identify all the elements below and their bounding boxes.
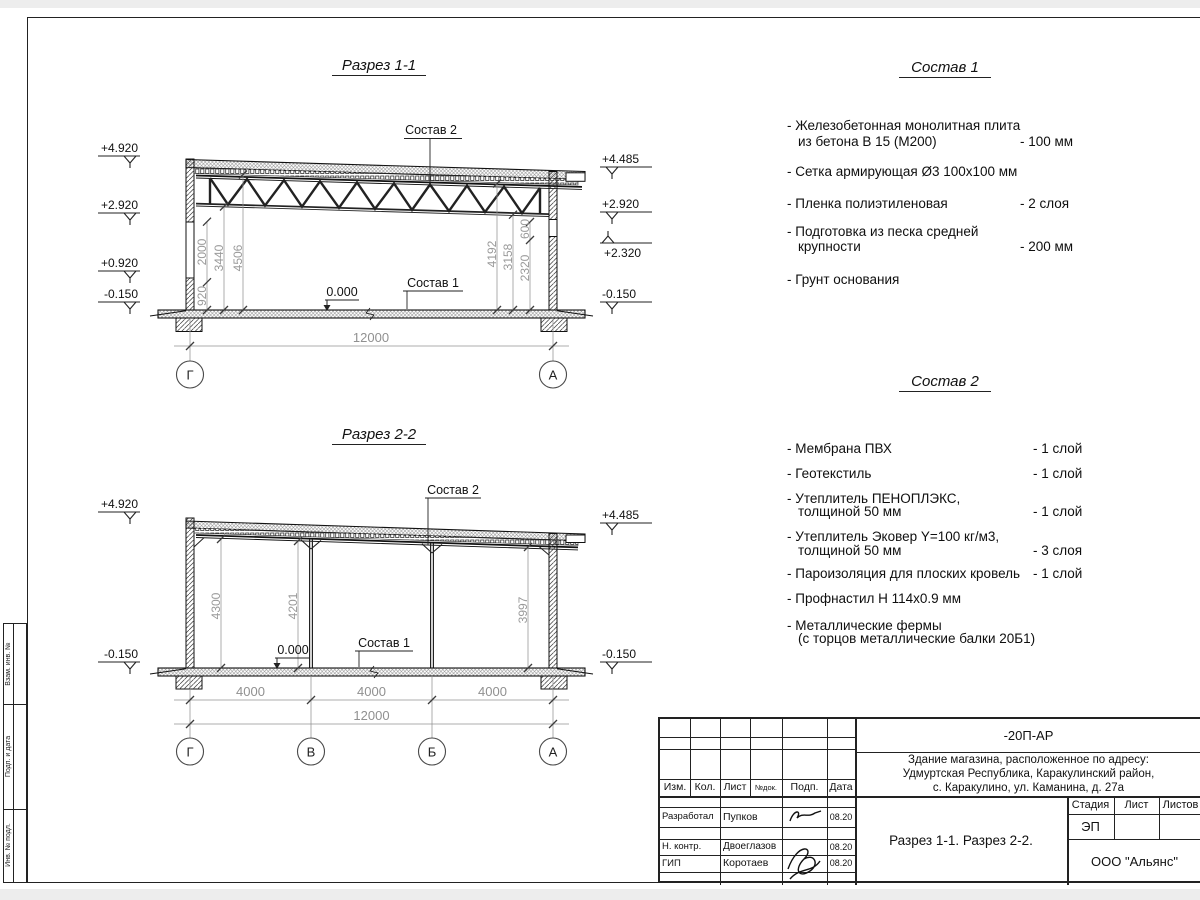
section-1-1	[98, 123, 652, 388]
stage-label: Стадия	[1071, 799, 1110, 811]
wall-left	[186, 159, 194, 310]
dim-3997: 3997	[516, 596, 530, 624]
dim-span-12000: 12000	[353, 708, 390, 723]
list-item: - Профнастил Н 114х0.9 мм	[787, 591, 961, 606]
axis-letter-v: В	[306, 744, 316, 760]
name-developer: Пупков	[723, 811, 758, 823]
span-dimensions	[174, 676, 569, 765]
date-gip: 08.20	[829, 858, 853, 868]
dim-3158: 3158	[501, 243, 515, 271]
elev-left-2920: +2.920	[100, 198, 138, 212]
label-sostav1: Состав 1	[407, 276, 459, 290]
margin-label-2: Подп. и дата	[5, 735, 12, 778]
axis-letter-b: Б	[427, 744, 437, 760]
list-item: - Сетка армирующая Ø3 100х100 мм	[787, 164, 1018, 179]
page-edge-top	[0, 0, 1200, 8]
wall-right	[549, 534, 557, 669]
col-header-izm: Изм.	[663, 781, 687, 793]
label-zero: 0.000	[277, 643, 309, 657]
footing-right	[541, 676, 567, 689]
composition1-title: Состав 1	[899, 59, 991, 78]
role-gip: ГИП	[662, 858, 681, 869]
object-address-line1: Здание магазина, расположенное по адресу:	[908, 754, 1149, 766]
col-header-data: Дата	[829, 781, 853, 793]
dim-920: 920	[195, 285, 209, 307]
col-header-podp: Подп.	[790, 781, 819, 793]
footing-right	[541, 318, 567, 332]
list-item: крупности - 200 мм	[798, 239, 1074, 254]
axis-letter-a: А	[548, 744, 558, 760]
dim-4506: 4506	[231, 244, 245, 272]
elev-right-m0150: -0.150	[602, 287, 637, 301]
roof-end-plate	[566, 535, 585, 543]
leader-labels-2	[274, 483, 482, 669]
axis-letter-g: Г	[186, 744, 194, 760]
stage-value: ЭП	[1081, 819, 1100, 834]
elev-right-4485: +4.485	[602, 152, 640, 166]
label-sostav2: Состав 2	[427, 483, 479, 497]
elev-left-4920: +4.920	[100, 497, 138, 511]
object-address-line3: с. Каракулино, ул. Каманина, д. 27а	[932, 782, 1125, 794]
col-header-kol: Кол.	[694, 781, 716, 793]
list-item: толщиной 50 мм - 3 слоя	[798, 543, 1083, 558]
wall-left	[186, 518, 194, 668]
footing-left	[176, 676, 202, 689]
sheet-label: Лист	[1124, 799, 1149, 811]
margin-label-1: Взам. инв. №	[5, 642, 12, 686]
elev-right-m0150: -0.150	[602, 647, 637, 661]
elev-right-2320: +2.320	[604, 246, 642, 260]
sheets-label: Листов	[1162, 799, 1199, 811]
list-item: (с торцов металлические балки 20Б1)	[798, 631, 1036, 646]
col-header-list: Лист	[723, 781, 747, 793]
composition2-title: Состав 2	[899, 373, 991, 392]
list-item: - Пленка полиэтиленовая - 2 слоя	[787, 196, 1070, 211]
label-sostav1: Состав 1	[358, 636, 410, 650]
company-name: ООО "Альянс"	[1091, 854, 1178, 869]
date-developer: 08.20	[829, 812, 853, 822]
role-ncontrol: Н. контр.	[662, 841, 702, 852]
axis-letter-g: Г	[186, 367, 194, 383]
list-item: - Железобетонная монолитная плита	[787, 118, 1021, 133]
list-item: из бетона В 15 (М200) - 100 мм	[798, 134, 1074, 149]
dim-600: 600	[518, 218, 532, 240]
section-2-2	[98, 483, 652, 765]
elev-left-4920: +4.920	[100, 141, 138, 155]
axis-letter-a: А	[548, 367, 558, 383]
roof-end-plate	[566, 173, 585, 182]
elev-right-2920: +2.920	[602, 197, 640, 211]
label-sostav2: Состав 2	[405, 123, 457, 137]
dim-3440: 3440	[212, 244, 226, 272]
elev-left-m0150: -0.150	[103, 287, 138, 301]
title-block	[658, 717, 1200, 883]
section1-title: Разрез 1-1	[332, 57, 426, 76]
list-item: - Геотекстиль - 1 слой	[787, 466, 1083, 481]
list-item: - Подготовка из песка средней	[787, 224, 979, 239]
name-gip: Коротаев	[723, 857, 769, 869]
dim-4192: 4192	[485, 240, 499, 268]
dim-2320: 2320	[518, 254, 532, 282]
list-item: - Грунт основания	[787, 272, 900, 287]
list-item: - Мембрана ПВХ - 1 слой	[787, 441, 1083, 456]
label-zero: 0.000	[326, 285, 358, 299]
list-item: - Пароизоляция для плоских кровель - 1 слой	[787, 566, 1083, 581]
object-address-line2: Удмуртская Республика, Каракулинский район,	[902, 768, 1155, 780]
elev-left-m0150: -0.150	[103, 647, 138, 661]
margin-label-3: Инв. № подл.	[5, 823, 12, 867]
dim-bay1: 4000	[236, 684, 265, 699]
dim-4300: 4300	[209, 592, 223, 620]
signature-approvers	[780, 835, 830, 885]
dim-bay2: 4000	[357, 684, 386, 699]
span-dimension	[174, 318, 569, 388]
elev-right-4485: +4.485	[602, 508, 640, 522]
sheet-name: Разрез 1-1. Разрез 2-2.	[889, 833, 1033, 848]
footing-left	[176, 318, 202, 332]
elev-left-0920: +0.920	[100, 256, 138, 270]
document-code: -20П-АР	[1003, 728, 1054, 743]
sections-drawing	[60, 40, 680, 770]
role-developer: Разработал	[662, 811, 714, 822]
list-item: - Металлические фермы	[787, 618, 942, 633]
col-header-doc: №док.	[755, 783, 777, 792]
section2-title: Разрез 2-2	[332, 426, 426, 445]
dim-4201: 4201	[286, 592, 300, 620]
signature-developer	[784, 805, 826, 827]
list-item: толщиной 50 мм - 1 слой	[798, 504, 1083, 519]
leader-labels-1	[324, 123, 464, 311]
name-ncontrol: Двоеглазов	[723, 841, 777, 852]
page-edge-bottom	[0, 889, 1200, 900]
list-item: - Утеплитель ПЕНОПЛЭКС,	[787, 491, 961, 506]
dim-2000: 2000	[195, 238, 209, 266]
margin-attribute-strip	[3, 623, 27, 883]
wall-right	[549, 172, 557, 311]
dim-bay3: 4000	[478, 684, 507, 699]
list-item: - Утеплитель Эковер Y=100 кг/м3,	[787, 529, 1000, 544]
date-ncontrol: 08.20	[829, 842, 853, 852]
dim-span-12000: 12000	[352, 330, 390, 345]
